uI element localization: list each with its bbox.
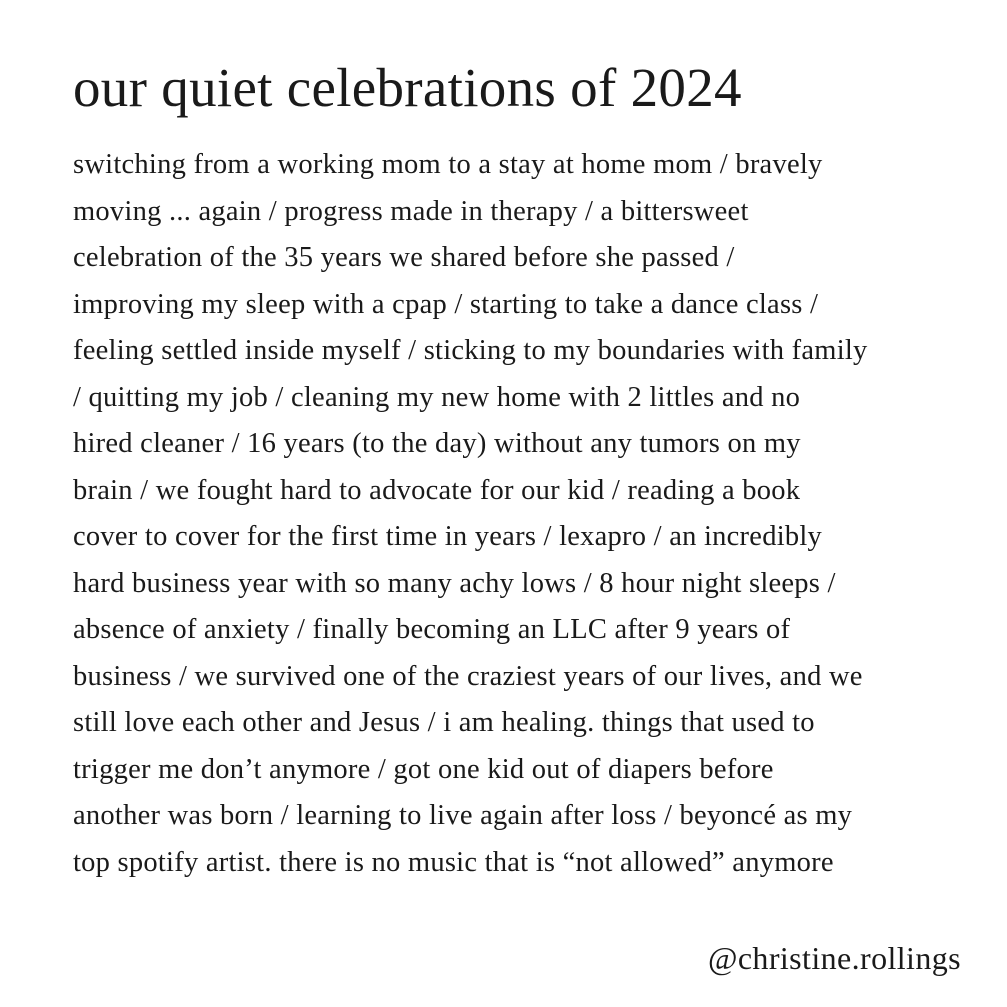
text-line: trigger me don’t anymore / got one kid out of diapers before [73, 753, 774, 785]
text-line: brain / we fought hard to advocate for our kid / reading a book [73, 474, 801, 506]
text-line: top spotify artist. there is no music that is “not allowed” anymore [73, 846, 834, 878]
author-handle: @christine.rollings [707, 940, 961, 976]
text-line: absence of anxiety / finally becoming an LLC after 9 years of [73, 614, 791, 645]
text-line: hard business year with so many achy lows / 8 hour night sleeps / [73, 567, 836, 599]
page-title: our quiet celebrations of 2024 [73, 57, 742, 118]
text-line: cover to cover for the first time in years / lexapro / an incredibly [73, 521, 823, 552]
celebrations-list [73, 142, 973, 886]
text-line: hired cleaner / 16 years (to the day) without any tumors on my [73, 428, 801, 459]
text-line: improving my sleep with a cpap / starting to take a dance class / [73, 288, 819, 320]
text-line: celebration of the 35 years we shared before she passed / [73, 242, 735, 273]
text-line: / quitting my job / cleaning my new home with 2 littles and no [73, 381, 801, 413]
text-line: switching from a working mom to a stay at home mom / bravely [73, 149, 823, 180]
text-line: business / we survived one of the craziest years of our lives, and we [73, 660, 863, 692]
text-line: another was born / learning to live again after loss / beyoncé as my [73, 800, 853, 831]
text-line: still love each other and Jesus / i am healing. things that used to [73, 707, 815, 738]
text-line: feeling settled inside myself / sticking to my boundaries with family [73, 335, 868, 366]
text-line: moving ... again / progress made in therapy / a bittersweet [73, 195, 749, 227]
